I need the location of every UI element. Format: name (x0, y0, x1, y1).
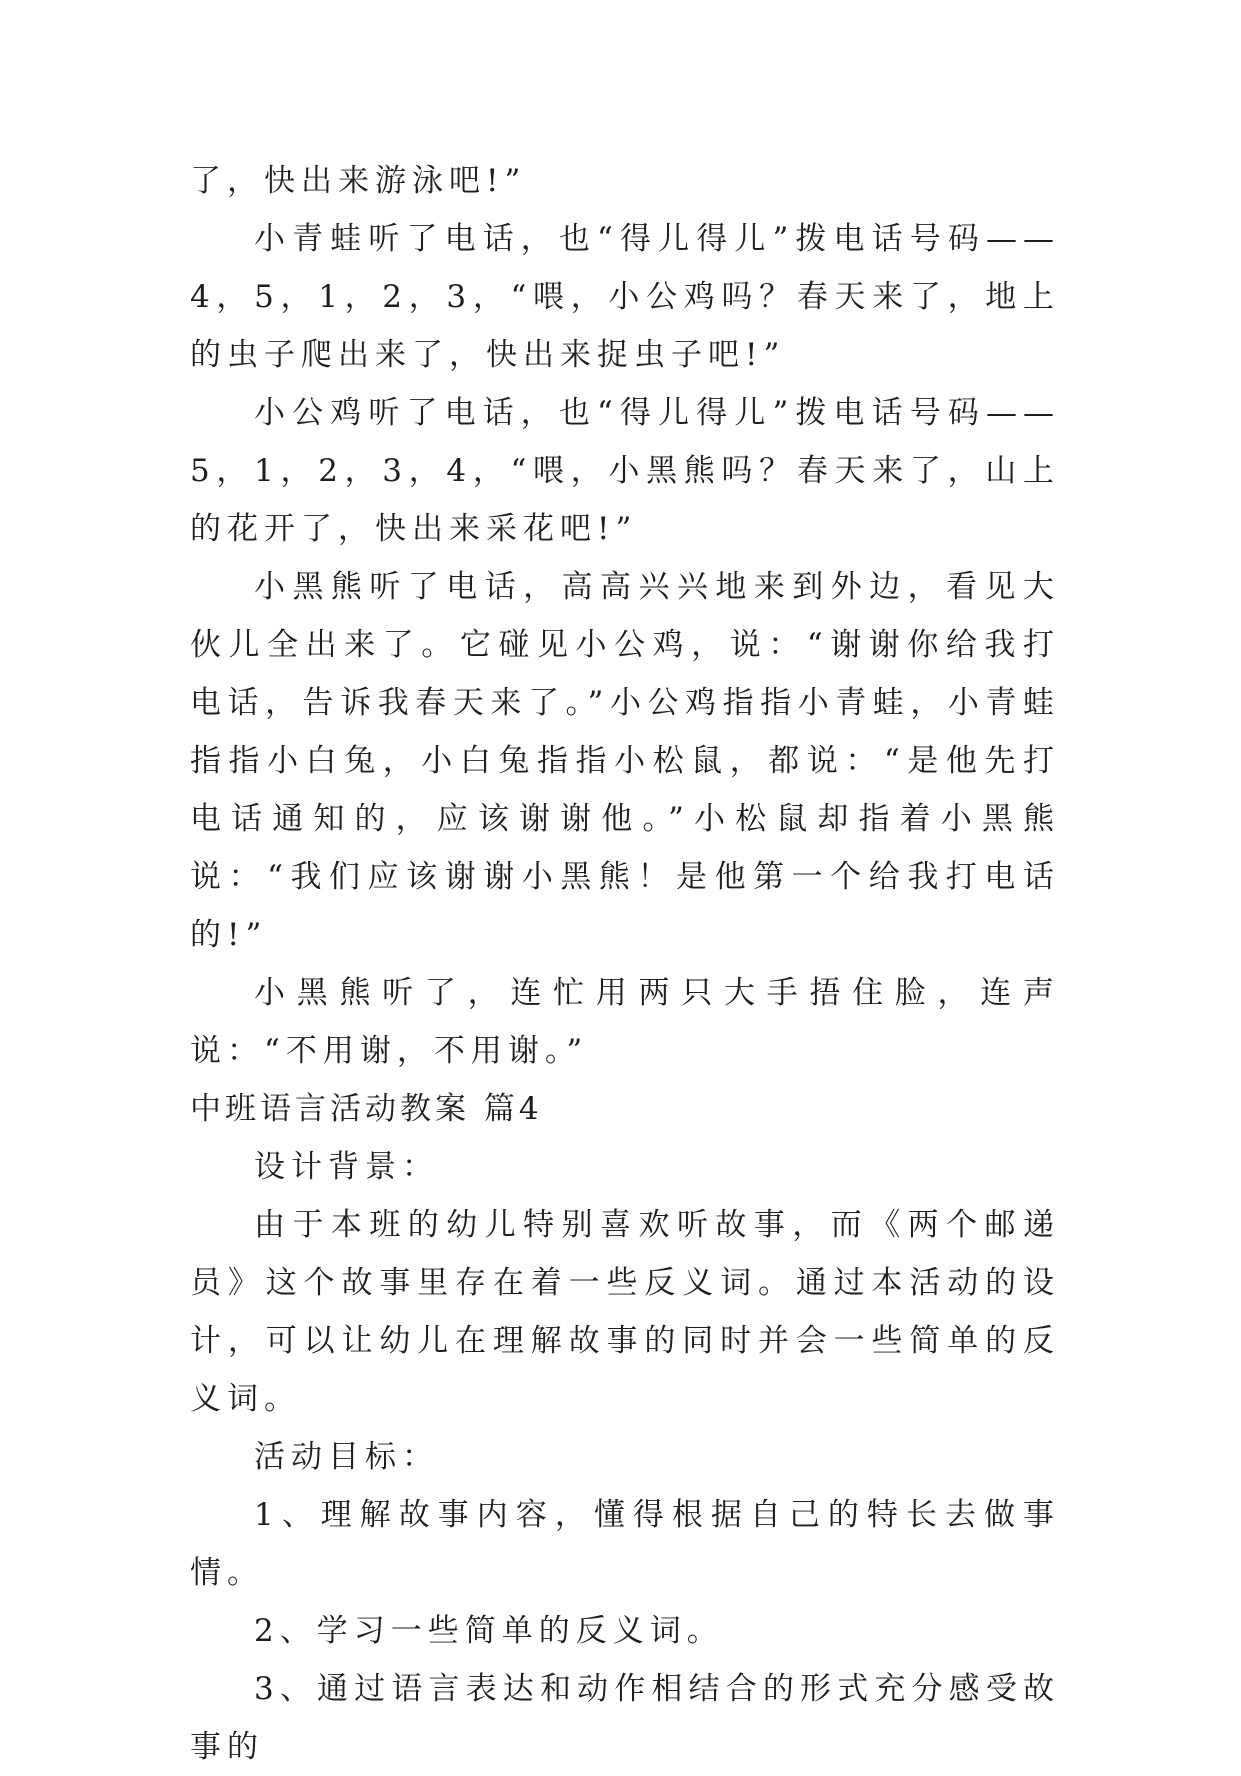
paragraph-goal-3: 3、通过语言表达和动作相结合的形式充分感受故事的 (190, 1671, 1060, 1765)
paragraph-bear-reply: 小黑熊听了，连忙用两只大手捂住脸，连声说：“不用谢，不用谢。” (190, 975, 1060, 1069)
paragraph-goal-1: 1、理解故事内容，懂得根据自己的特长去做事情。 (190, 1497, 1060, 1591)
paragraph-rooster-call: 小公鸡听了电话，也“得儿得儿”拨电话号码——5，1，2，3，4，“喂，小黑熊吗？春天来了，山上的花开了，快出来采花吧!” (190, 395, 1060, 547)
paragraph-goals-label: 活动目标： (254, 1439, 439, 1475)
paragraph-design-background-label: 设计背景： (254, 1149, 439, 1185)
document-body (190, 152, 1060, 1776)
paragraph-goal-2: 2、学习一些简单的反义词。 (254, 1613, 724, 1649)
section-heading: 中班语言活动教案 篇4 (190, 1091, 543, 1127)
paragraph-bear-thanks: 小黑熊听了电话，高高兴兴地来到外边，看见大伙儿全出来了。它碰见小公鸡，说：“谢谢你给我打电话，告诉我春天来了。”小公鸡指指小青蛙，小青蛙指指小白兔，小白兔指指小松鼠，都说：“是他先打电话通知的，应该谢谢他。”小松鼠却指着小黑熊说：“我们应该谢谢小黑熊！是他第一个给我打电话的!” (190, 569, 1060, 953)
paragraph-frog-call: 小青蛙听了电话，也“得儿得儿”拨电话号码——4，5，1，2，3，“喂，小公鸡吗？春天来了，地上的虫子爬出来了，快出来捉虫子吧!” (190, 221, 1060, 373)
paragraph-design-background: 由于本班的幼儿特别喜欢听故事，而《两个邮递员》这个故事里存在着一些反义词。通过本活动的设计，可以让幼儿在理解故事的同时并会一些简单的反义词。 (190, 1207, 1060, 1417)
paragraph-continuation: 了，快出来游泳吧!” (190, 163, 527, 199)
